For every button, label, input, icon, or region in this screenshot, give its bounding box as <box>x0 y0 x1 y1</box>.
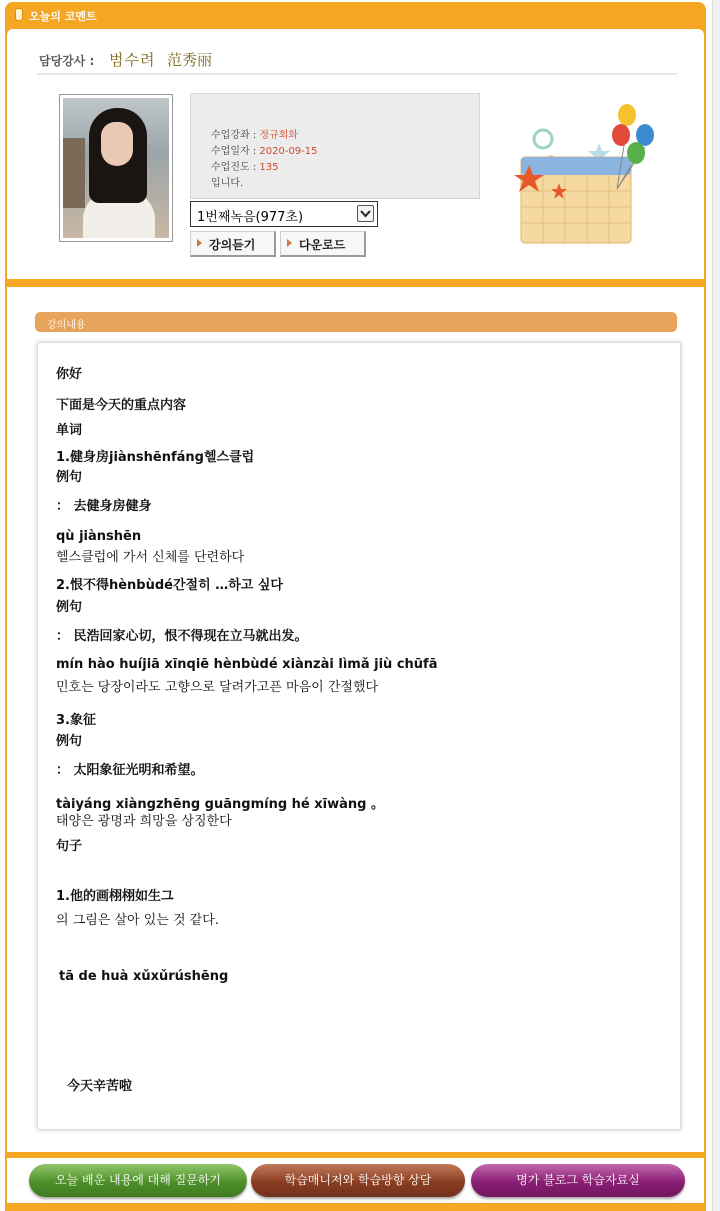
recording-selected-value: 1번째녹음(977초) <box>197 210 304 225</box>
date-value: 2020-09-15 <box>259 146 318 157</box>
content-line: 例句 <box>56 734 83 749</box>
frame-header <box>15 7 97 27</box>
lesson-summary-panel <box>7 29 704 279</box>
consult-manager-button[interactable]: 학습매니저와 학습방향 상담 <box>251 1164 465 1197</box>
content-line: 헬스클럽에 가서 신체를 단련하다 <box>56 550 245 565</box>
teacher-photo <box>59 94 173 242</box>
lesson-info-box <box>190 93 480 199</box>
section-title: 강의내용 <box>47 320 86 331</box>
content-line: 1.健身房jiànshēnfáng헬스클럽 <box>56 450 255 465</box>
lesson-content-box <box>37 342 681 1130</box>
teacher-name-korean: 범수려 <box>109 51 156 69</box>
content-line: ： 太阳象征光明和希望。 <box>56 763 204 778</box>
content-line: 2.恨不得hènbùdé간절히 …하고 싶다 <box>56 578 283 593</box>
teacher-row <box>37 47 677 75</box>
download-button-label: 다운로드 <box>299 238 346 252</box>
content-line: ： 民浩回家心切，恨不得现在立马就出发。 <box>56 629 308 644</box>
course-line <box>211 126 298 141</box>
date-label: 수업일자 : <box>211 146 257 157</box>
progress-label: 수업진도 : <box>211 162 257 173</box>
content-line: 今天辛苦啦 <box>67 1079 133 1094</box>
content-line: 句子 <box>56 839 83 854</box>
calendar-balloons-icon <box>499 99 659 249</box>
info-suffix: 입니다. <box>211 178 244 189</box>
lesson-content-panel <box>7 287 704 1152</box>
course-label: 수업강좌 : <box>211 130 257 141</box>
content-line: 例句 <box>56 600 83 615</box>
download-button[interactable] <box>280 231 366 257</box>
page-scrollbar[interactable] <box>712 0 720 1211</box>
content-line: 민호는 당장이라도 고향으로 달려가고픈 마음이 간절했다 <box>56 680 379 695</box>
content-line: mín hào huíjiā xīnqiē hènbùdé xiànzài lìmǎ jiù chūfā <box>56 657 438 672</box>
content-line: 1.他的画栩栩如生그 <box>56 889 174 904</box>
listen-button-label: 강의듣기 <box>209 238 256 252</box>
content-line: 의 그림은 살아 있는 것 같다. <box>56 913 219 928</box>
content-line: 태양은 광명과 희망을 상징한다 <box>56 814 232 829</box>
chevron-down-icon[interactable] <box>357 205 374 222</box>
blog-materials-button[interactable]: 명가 블로그 학습자료실 <box>471 1164 685 1197</box>
content-line: 你好 <box>56 367 83 382</box>
comment-frame <box>5 2 706 1211</box>
frame-title: 오늘의 코멘트 <box>29 10 97 23</box>
progress-value: 135 <box>259 162 279 173</box>
content-line: 单词 <box>56 423 83 438</box>
content-line: qù jiànshēn <box>56 529 142 544</box>
progress-line <box>211 158 278 173</box>
content-line: 下面是今天的重点内容 <box>56 398 187 413</box>
date-line <box>211 142 318 157</box>
play-arrow-icon <box>287 239 292 247</box>
teacher-name-chinese: 范秀丽 <box>167 51 213 69</box>
course-value: 정규회화 <box>259 130 299 141</box>
teacher-photo-image <box>63 98 169 238</box>
bookmark-icon <box>15 8 23 21</box>
action-bar <box>7 1158 704 1203</box>
teacher-label: 담당강사 : <box>39 54 95 68</box>
content-line: tā de huà xǔxǔrúshēng <box>59 969 229 984</box>
content-line: 例句 <box>56 470 83 485</box>
content-line: ： 去健身房健身 <box>56 499 152 514</box>
content-line: tàiyáng xiàngzhēng guāngmíng hé xīwàng 。 <box>56 797 384 812</box>
play-arrow-icon <box>197 239 202 247</box>
section-bar <box>35 312 677 332</box>
recording-select[interactable] <box>190 201 378 227</box>
ask-question-button[interactable]: 오늘 배운 내용에 대해 질문하기 <box>29 1164 247 1197</box>
content-line: 3.象征 <box>56 713 96 728</box>
listen-button[interactable] <box>190 231 276 257</box>
